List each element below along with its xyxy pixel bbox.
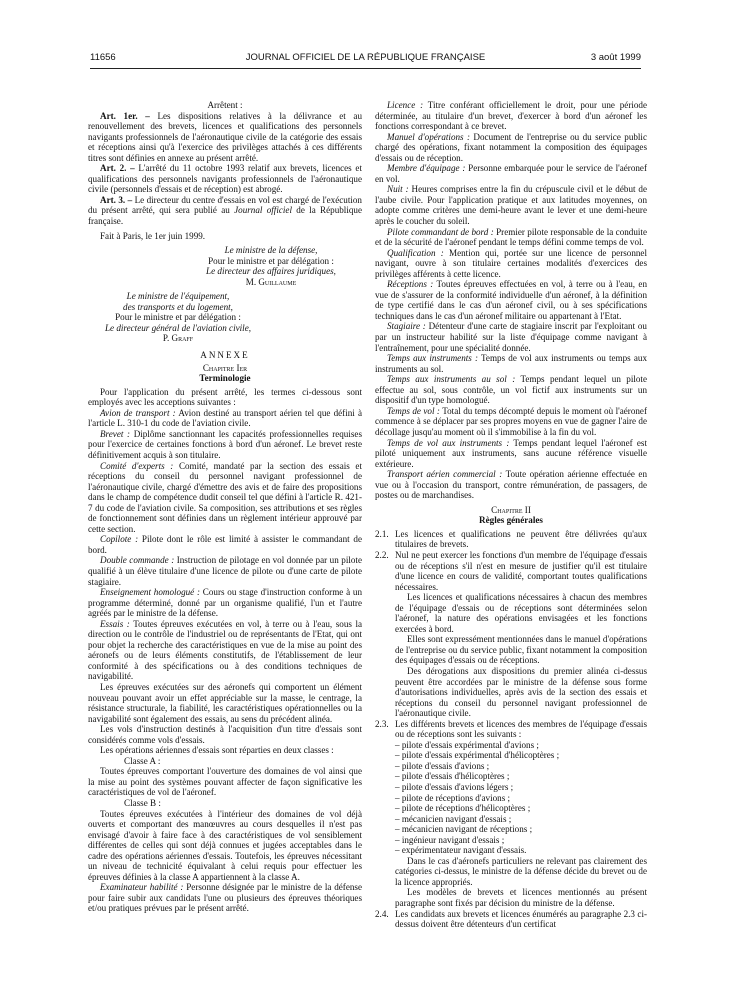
definition-term: Licence : xyxy=(387,100,424,110)
definition-term: Comité d'experts : xyxy=(100,460,174,471)
regles-generales-heading: Règles générales xyxy=(479,515,543,526)
definition xyxy=(375,469,647,501)
annexe-title: ANNEXE xyxy=(200,350,250,361)
definition-term: Double commande : xyxy=(100,555,175,566)
definition xyxy=(375,279,647,321)
definition xyxy=(375,248,647,280)
definition-text: Avion destiné au transport aérien tel que défini à l'article L. 310-1 du code de l'aviation civile. xyxy=(88,407,362,429)
article-3-label: Art. 3. – xyxy=(100,194,133,205)
section-number: 2.2. xyxy=(375,549,389,560)
definition-term: Transport aérien commercial : xyxy=(387,469,503,480)
section-text: Les différents brevets et licences des membres de l'équipage d'essais ou de réceptions sont les suivants : xyxy=(395,718,647,740)
paragraph: Elles sont expressément mentionnées dans le manuel d'opérations de l'entreprise ou du service public, fixant notamment la composition des équipages d'essais ou de réceptions. xyxy=(395,634,647,666)
article-2 xyxy=(88,163,362,195)
section-text: Nul ne peut exercer les fonctions d'un membre de l'équipage d'essais ou de réceptions s'il n'est en mesure de justifier qu'il est titulaire d'une licence en cours de validité, comportant toutes qualifications nécessaires. xyxy=(395,549,647,592)
definition-term: Manuel d'opérations : xyxy=(387,131,471,142)
definition-text: Toutes épreuves effectuées en vol, à terre ou à l'eau, en vue de s'assurer de la conformité individuelle d'un aéronef, à la définition de type certifié dans le cas d'un aéronef civil, ou à ses spécifications techniques dans le cas d'un aéronef militaire ou appartenant à l'Etat. xyxy=(375,279,647,321)
definition-text: Détenteur d'une carte de stagiaire inscrit par l'exploitant ou par un instructeur habilité sur la liste d'équipage comme navigant à l'entraînement, pour une spécialité donnée. xyxy=(375,321,647,353)
signature-line: Pour le ministre et par délégation : xyxy=(115,312,241,323)
section-text: Les licences et qualifications ne peuvent être délivrées qu'aux titulaires de brevets. xyxy=(395,528,647,550)
definition xyxy=(375,374,647,406)
article-3-text-a: Le directeur du centre d'essais en vol est chargé de l'exécution du présent arrêté, qui sera publié au xyxy=(88,194,362,216)
signatory-name: M. Guillaume xyxy=(245,276,297,287)
definition xyxy=(88,555,362,587)
definition-text: Temps pendant lequel un pilote effectue au sol, sous contrôle, un vol fictif aux instruments sur un dispositif d'un type homologué. xyxy=(375,374,647,406)
definition-term: Brevet : xyxy=(100,428,131,439)
signature-defense xyxy=(180,245,362,287)
list-item: – pilote d'essais d'avions ; xyxy=(395,760,490,771)
list-item: – mécanicien navigant de réceptions ; xyxy=(395,824,533,835)
classe-b-text: Toutes épreuves exécutées à l'intérieur des domaines de vol déjà ouverts et comportant des manœuvres au cours desquelles il n'est pas envisagé d'avoir à faire face à des caractéristiques de vol sensiblement différentes de celles qui sont déjà connues et jugées acceptables dans le cadre des opérations aériennes d'essais. Toutefois, les épreuves nécessitant un niveau de technicité équivalant à celui requis pour effectuer les épreuves définies à la classe A appartiennent à la classe A. xyxy=(88,808,362,882)
list-item: – pilote d'essais d'hélicoptères ; xyxy=(395,771,510,782)
left-column xyxy=(88,100,362,914)
signature-line: Le ministre de l'équipement, xyxy=(126,291,230,302)
paragraph: Les licences et qualifications nécessaires à chacun des membres de l'équipage d'essais ou de réceptions sont déterminées selon l'aéronef, la nature des opérations envisagées et les fonctions exercées à bord. xyxy=(395,592,647,634)
list-item: – pilote d'essais expérimental d'hélicoptères ; xyxy=(395,750,560,761)
definition xyxy=(375,100,647,132)
classe-b-label: Classe B : xyxy=(124,798,161,808)
chapter-2-heading: Chapitre II xyxy=(491,504,531,515)
definition-text: Temps pendant lequel l'aéronef est piloté uniquement aux instruments, sans aucune référence visuelle extérieure. xyxy=(375,437,647,469)
definition xyxy=(375,227,647,248)
section-number: 2.4. xyxy=(375,908,389,919)
definition-text: Diplôme sanctionnant les capacités professionnelles requises pour l'exercice de certaines fonctions à bord d'un aéronef. Le brevet reste définitivement acquis à son titulaire. xyxy=(88,428,362,460)
list-item: – mécanicien navigant d'essais ; xyxy=(395,813,512,824)
fait-a-paris: Fait à Paris, le 1er juin 1999. xyxy=(100,230,206,241)
definition-text: Cours ou stage d'instruction conforme à un programme déterminé, donné par un organisme qualifié, l'un et l'autre agréés par le ministre de la défense. xyxy=(88,587,363,619)
definition-term: Temps aux instruments au sol : xyxy=(387,374,516,385)
page-number: 11656 xyxy=(90,52,116,63)
list-item: – expérimentateur navigant d'essais. xyxy=(395,845,527,856)
chapter-1-heading: Chapitre Ier xyxy=(202,362,248,373)
signatory-name: P. Graff xyxy=(162,333,194,344)
licence-list xyxy=(395,740,647,856)
definition-text: Heures comprises entre la fin du crépuscule civil et le début de l'aube civile. Pour l'application pratique et aux latitudes moyennes, on adopte comme critères une demi-heure avant le lever et une demi-heure après le coucher du soleil. xyxy=(375,184,648,227)
paragraph: Les modèles de brevets et licences mentionnés au présent paragraphe sont fixés par décision du ministre de la défense. xyxy=(395,887,647,909)
definition xyxy=(88,882,362,914)
definition xyxy=(88,429,362,461)
article-1-text: Les dispositions relatives à la délivrance et au renouvellement des brevets, licences et qualifications des personnels navigants professionnels de l'aéronautique civile de la catégorie des essais et réceptions ainsi qu'à l'exercice des privilèges attachés à ces différents titres sont définies en annexe au présent arrêté. xyxy=(88,110,362,163)
section-2-4 xyxy=(375,909,647,930)
paragraph: Les épreuves exécutées sur des aéronefs qui comportent un élément nouveau pouvant avoir un effet appréciable sur la masse, le centrage, la résistance structurale, la fiabilité, les caractéristiques opérationnelles ou la navigabilité sont également des essais, au sens du précédent alinéa. xyxy=(88,681,362,724)
list-item: – pilote d'essais d'avions légers ; xyxy=(395,782,514,792)
list-item: – pilote d'essais expérimental d'avions ; xyxy=(395,739,539,750)
definition-text: Temps de vol aux instruments ou temps aux instruments au sol. xyxy=(375,353,647,374)
definition-text: Toutes épreuves exécutées en vol, à terre ou à l'eau, sous la direction ou le contrôle de l'industriel ou de représentants de l'Etat, qui ont pour objet la recherche des caractéristiques en vue de la mise au point des aéronefs ou de leurs éléments constitutifs, de l'établissement de leur conformité à des spécifications ou à des conditions techniques de navigabilité. xyxy=(88,618,363,682)
article-3-text-b: de la République française. xyxy=(88,205,362,227)
section-number: 2.3. xyxy=(375,718,389,729)
definition-term: Essais : xyxy=(100,618,130,629)
definition-term: Temps de vol aux instruments : xyxy=(387,437,510,448)
definition-text: Mention qui, portée sur une licence de personnel navigant, ouvre à son titulaire certaines modalités d'exercices des privilèges afférents à cette licence. xyxy=(375,247,647,279)
definition-text: Document de l'entreprise ou du service public chargé des opérations, fixant notamment la composition des équipages d'essais ou de réception. xyxy=(375,131,647,163)
definition-term: Examinateur habilité : xyxy=(100,882,184,893)
definition xyxy=(375,321,647,353)
definition-term: Stagiaire : xyxy=(387,321,426,332)
section-2-1 xyxy=(375,529,647,550)
definition xyxy=(88,534,362,555)
section-number: 2.1. xyxy=(375,528,389,539)
list-item: – ingénieur navigant d'essais ; xyxy=(395,834,505,845)
definition xyxy=(375,132,647,164)
definition-text: Pilote dont le rôle est limité à assister le commandant de bord. xyxy=(88,534,363,555)
article-3-jo: Journal officiel xyxy=(234,205,292,216)
list-item: – pilote de réceptions d'hélicoptères ; xyxy=(395,803,531,814)
definition xyxy=(375,184,647,226)
page-header xyxy=(90,52,641,66)
definition-term: Membre d'équipage : xyxy=(387,163,466,174)
article-3 xyxy=(88,195,362,227)
definition-term: Réceptions : xyxy=(387,279,434,290)
signature-line: Pour le ministre et par délégation : xyxy=(208,255,334,266)
paragraph: Les opérations aériennes d'essais sont réparties en deux classes : xyxy=(100,745,334,756)
definition xyxy=(88,619,362,682)
definition xyxy=(375,438,647,470)
definition-term: Enseignement homologué : xyxy=(100,587,201,598)
definition xyxy=(375,163,647,184)
classe-a-label: Classe A : xyxy=(124,755,161,766)
issue-date: 3 août 1999 xyxy=(590,52,641,63)
section-text: Les candidats aux brevets et licences énumérés au paragraphe 2.3 ci-dessus doivent être détenteurs d'un certificat xyxy=(395,908,647,930)
article-1 xyxy=(88,111,362,164)
journal-title: JOURNAL OFFICIEL DE LA RÉPUBLIQUE FRANÇAISE xyxy=(245,52,486,63)
definition-text: Total du temps décompté depuis le moment où l'aéronef commence à se déplacer par ses propres moyens en vue de gagner l'aire de décollage jusqu'au moment où il s'immobilise à la fin du vol. xyxy=(375,405,647,437)
definition-text: Premier pilote responsable de la conduite et de la sécurité de l'aéronef pendant le temps défini comme temps de vol. xyxy=(375,226,647,248)
signature-line: Le directeur des affaires juridiques, xyxy=(206,266,336,277)
definition xyxy=(375,406,647,438)
definition-term: Temps de vol : xyxy=(387,405,440,416)
intro-paragraph: Pour l'application du présent arrêté, les termes ci-dessous sont employés avec les acceptions suivantes : xyxy=(88,386,362,408)
article-2-label: Art. 2. – xyxy=(100,163,135,174)
definition-term: Nuit : xyxy=(387,184,409,195)
section-2-2 xyxy=(375,550,647,592)
definition xyxy=(88,408,362,429)
definition-term: Qualification : xyxy=(387,247,444,258)
definition-text: Titre conférant officiellement le droit, pour une période déterminée, au titulaire d'un brevet, d'exercer à bord d'un aéronef les fonctions correspondant à ce brevet. xyxy=(375,100,648,132)
right-column xyxy=(375,100,647,930)
signature-line: des transports et du logement, xyxy=(123,301,233,312)
section-2-3 xyxy=(375,719,647,740)
definition xyxy=(88,461,362,535)
signature-equipement xyxy=(88,291,268,344)
arrete-heading: Arrêtent : xyxy=(207,100,243,110)
paragraph: Des dérogations aux dispositions du premier alinéa ci-dessus peuvent être accordées par le ministre de la défense sous forme d'autorisations individuelles, après avis de la section des essais et réceptions du conseil du personnel navigant professionnel de l'aéronautique civile. xyxy=(395,665,647,719)
paragraph: Dans le cas d'aéronefs particuliers ne relevant pas clairement des catégories ci-dessus, le ministre de la défense décide du brevet ou de la licence appropriés. xyxy=(395,855,647,887)
definition-term: Temps aux instruments : xyxy=(387,353,479,364)
classe-a-text: Toutes épreuves comportant l'ouverture des domaines de vol ainsi que la mise au point des systèmes pouvant affecter de façon significative les caractéristiques de vol de l'aéronef. xyxy=(88,766,362,798)
definition-text: Instruction de pilotage en vol donnée par un pilote qualifié à un élève titulaire d'une licence de pilote ou d'une carte de pilote stagiaire. xyxy=(88,555,362,587)
definition-term: Copilote : xyxy=(100,534,139,545)
definition-term: Pilote commandant de bord : xyxy=(387,226,494,237)
definition xyxy=(375,353,647,374)
definition xyxy=(88,587,362,619)
definition-text: Toute opération aérienne effectuée en vue ou à l'occasion du transport, contre rémunération, de passagers, de postes ou de marchandises. xyxy=(375,469,647,501)
terminologie-heading: Terminologie xyxy=(199,373,251,384)
definition-term: Avion de transport : xyxy=(100,407,176,418)
list-item: – pilote de réceptions d'avions ; xyxy=(395,792,511,803)
definition-text: Personne désignée par le ministre de la défense pour faire subir aux candidats l'une ou plusieurs des épreuves théoriques et/ou pratiques prévues par le présent arrêté. xyxy=(88,882,362,914)
paragraph: Les vols d'instruction destinés à l'acquisition d'un titre d'essais sont considérés comme vols d'essais. xyxy=(88,724,362,745)
definition-text: Personne embarquée pour le service de l'aéronef en vol. xyxy=(375,163,647,184)
signature-line: Le directeur général de l'aviation civile, xyxy=(104,322,252,333)
article-2-text: L'arrêté du 11 octobre 1993 relatif aux brevets, licences et qualifications des personnels navigants professionnels de l'aéronautique civile (personnels d'essais et de réception) est abrogé. xyxy=(88,163,362,195)
signature-line: Le ministre de la défense, xyxy=(224,245,318,256)
article-1-label: Art. 1er. – xyxy=(100,110,150,121)
header-rule xyxy=(90,68,641,69)
definition-text: Comité, mandaté par la section des essais et réceptions du conseil du personnel navigant professionnel de l'aéronautique civile, chargé d'émettre des avis et de faire des propositions dans le champ de compétence dudit conseil tel que défini à l'article R. 421-7 du code de l'aviation civile. Sa composition, ses attributions et ses règles de fonctionnement sont définies dans un règlement intérieur approuvé par cette section. xyxy=(88,460,362,534)
